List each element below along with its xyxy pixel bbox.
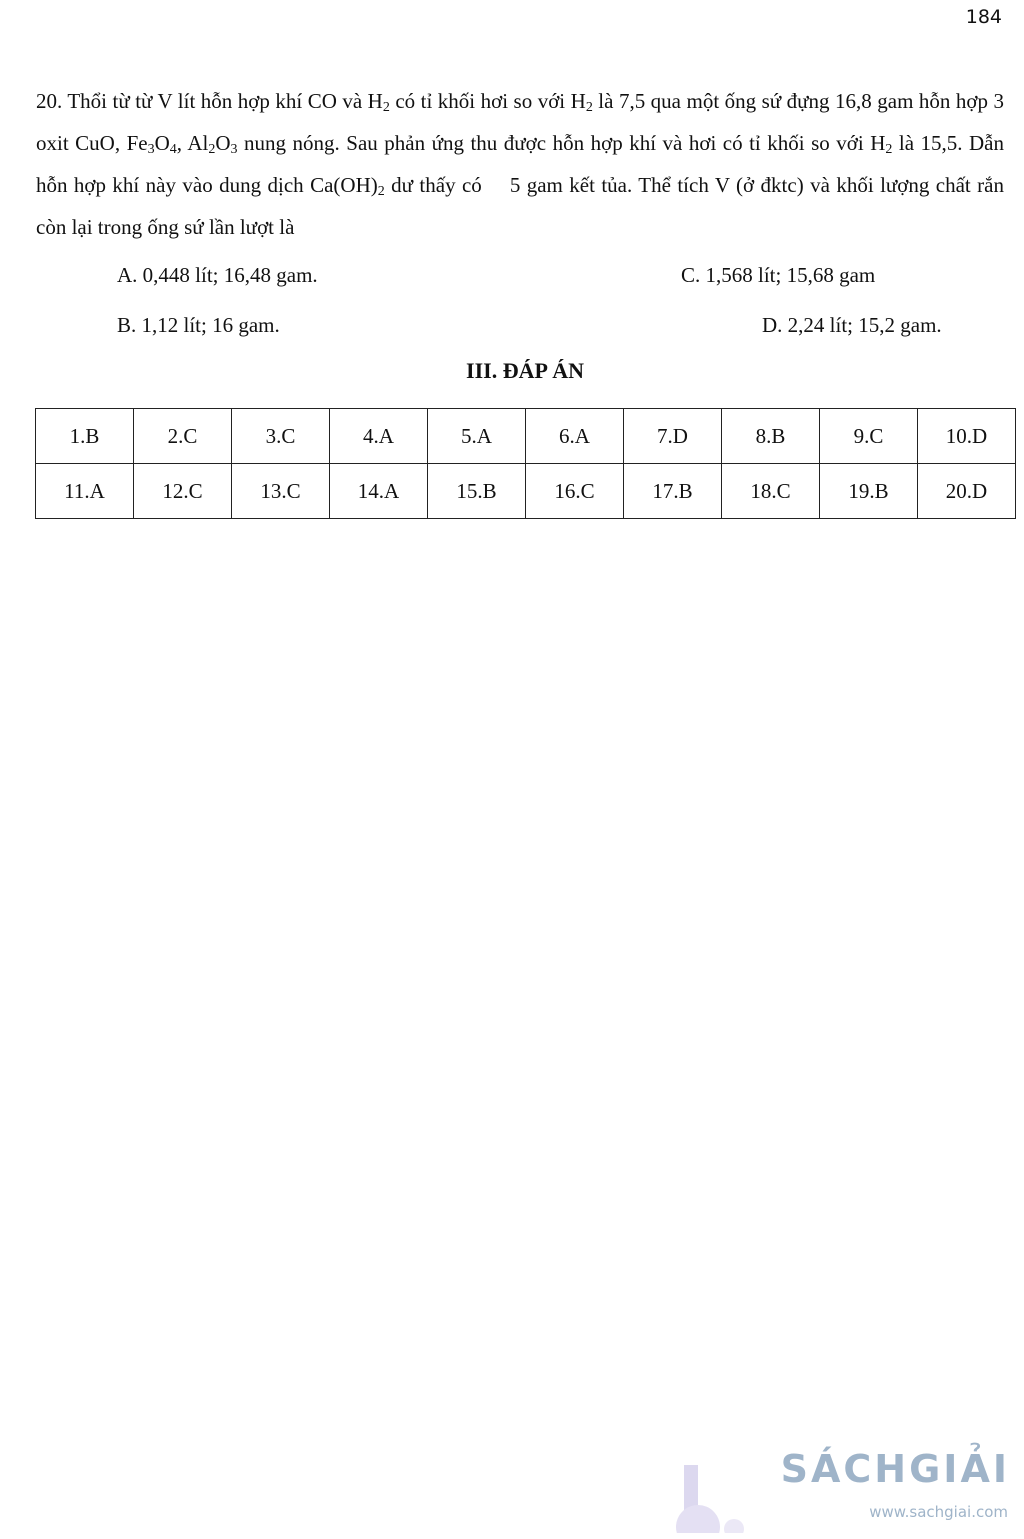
option-a: A. 0,448 lít; 16,48 gam.: [117, 263, 318, 287]
answer-cell: 6.A: [526, 409, 624, 464]
answer-table: [35, 408, 1016, 519]
answer-cell: 5.A: [428, 409, 526, 464]
table-row: [36, 409, 1016, 464]
question-20: 20. Thổi từ từ V lít hỗn hợp khí CO và $H_2$ có tỉ khối hơi so với $H_2$ là 7,5 qua một ống sứ đựng 16,8 gam hỗn hợp 3 oxit CuO, $Fe_3O_4$, $Al_2O_3$ nung nóng. Sau phản ứng thu được hỗn hợp khí và hơi có tỉ khối so với $H_2$ là 15,5. Dẫn hỗn hợp khí này vào dung dịch $Ca(OH)_2$ dư thấy có 5 gam kết tủa. Thể tích V (ở đktc) và khối lượng chất rắn còn lại trong ống sứ lần lượt là: [36, 89, 1005, 239]
watermark-logo: [676, 1443, 1016, 1533]
answer-cell: 9.C: [820, 409, 918, 464]
answer-cell: 15.B: [428, 464, 526, 519]
answer-cell: 16.C: [526, 464, 624, 519]
answer-cell: 2.C: [134, 409, 232, 464]
answer-cell: 7.D: [624, 409, 722, 464]
option-b: B. 1,12 lít; 16 gam.: [117, 313, 280, 337]
answer-cell: 17.B: [624, 464, 722, 519]
answer-cell: 3.C: [232, 409, 330, 464]
answer-cell: 18.C: [722, 464, 820, 519]
option-c: C. 1,568 lít; 15,68 gam: [681, 263, 876, 287]
page-number: 184: [965, 6, 1002, 28]
table-row: [36, 464, 1016, 519]
answer-cell: 12.C: [134, 464, 232, 519]
answer-cell: 10.D: [918, 409, 1016, 464]
answer-cell: 8.B: [722, 409, 820, 464]
answer-cell: 4.A: [330, 409, 428, 464]
watermark-brand: SÁCHGIẢI: [780, 1447, 1010, 1491]
answer-cell: 11.A: [36, 464, 134, 519]
answer-cell: 20.D: [918, 464, 1016, 519]
answer-cell: 14.A: [330, 464, 428, 519]
answer-cell: 19.B: [820, 464, 918, 519]
option-d: D. 2,24 lít; 15,2 gam.: [762, 313, 942, 337]
watermark-url: www.sachgiai.com: [869, 1503, 1008, 1521]
section-title: III. ĐÁP ÁN: [466, 358, 584, 383]
answer-cell: 13.C: [232, 464, 330, 519]
answer-cell: 1.B: [36, 409, 134, 464]
question-number: 20.: [36, 89, 63, 113]
